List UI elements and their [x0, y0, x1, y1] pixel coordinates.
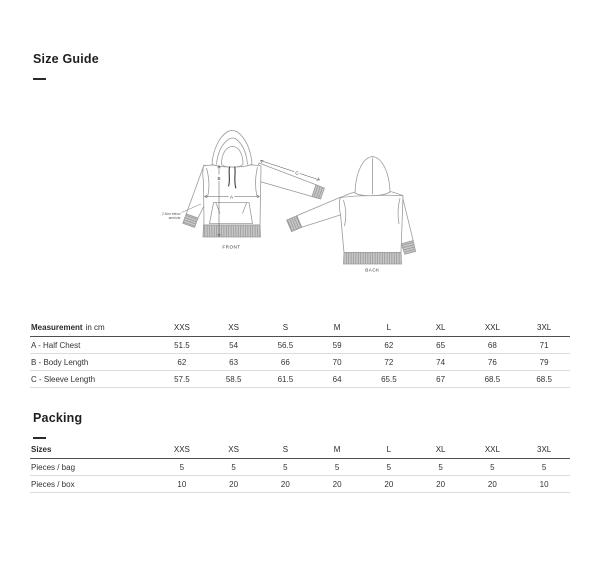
- size-col-header-xl: XL: [435, 323, 446, 332]
- packing-title: Packing: [33, 411, 83, 425]
- packing-value: 5: [334, 462, 340, 472]
- measurement-value: 65: [436, 340, 446, 350]
- packing-value: 20: [436, 479, 446, 489]
- measurement-value: 76: [487, 357, 497, 367]
- measurement-value: 59: [332, 340, 342, 350]
- measurement-value: 65.5: [381, 374, 397, 384]
- packing-value: 10: [539, 479, 549, 489]
- measurement-value: 51.5: [174, 340, 190, 350]
- measurement-table: [30, 319, 570, 388]
- packing-value: 5: [386, 462, 392, 472]
- measurement-value: 79: [539, 357, 549, 367]
- size-col-header-l: L: [386, 323, 392, 332]
- front-caption: FRONT: [222, 244, 241, 250]
- measurement-value: 71: [539, 340, 549, 350]
- packing-title-underline: [33, 437, 46, 439]
- table-row-half-chest: [30, 337, 570, 354]
- measurement-value: 62: [177, 357, 187, 367]
- size-col-header-s: S: [282, 323, 289, 332]
- measurement-value: 68.5: [536, 374, 552, 384]
- table-row-body-length: [30, 354, 570, 371]
- row-label: Pieces / bag: [31, 462, 76, 472]
- size-col-header-3xl: 3XL: [537, 445, 552, 454]
- packing-value: 5: [490, 462, 495, 472]
- table-row-pieces-box: [30, 476, 570, 493]
- measurement-value: 70: [332, 357, 342, 367]
- measurement-value: 57.5: [174, 374, 190, 384]
- row-label: Pieces / box: [31, 479, 75, 489]
- packing-value: 5: [541, 462, 547, 472]
- measurement-header-label-bold: Measurement: [31, 323, 83, 332]
- back-left-sleeve: [287, 197, 348, 235]
- annotation-text-line2: armhole: [168, 216, 181, 220]
- size-col-header-3xl: 3XL: [537, 323, 552, 332]
- size-col-header-l: L: [386, 445, 392, 454]
- size-guide-title: Size Guide: [33, 52, 99, 66]
- size-col-header-xl: XL: [435, 445, 446, 454]
- packing-header-label: Sizes: [31, 445, 52, 454]
- back-hoodie-drawing: [287, 157, 417, 265]
- packing-value: 20: [280, 479, 290, 489]
- annotation-text-line1: 2.5cm below: [161, 211, 181, 216]
- row-label: A - Half Chest: [31, 340, 81, 350]
- measurement-value: 62: [384, 340, 394, 350]
- packing-value: 20: [384, 479, 394, 489]
- dim-label-b: B: [217, 175, 221, 181]
- front-right-sleeve: [253, 163, 325, 202]
- packing-value: 5: [438, 462, 443, 472]
- measurement-header-label-unit: in cm: [85, 323, 105, 332]
- measurement-value: 74: [436, 357, 446, 367]
- size-col-header-xxl: XXL: [484, 323, 500, 332]
- back-caption: BACK: [365, 267, 380, 273]
- size-col-header-xs: XS: [228, 323, 239, 332]
- packing-value: 5: [179, 462, 185, 472]
- front-hood: [212, 131, 252, 168]
- packing-table-header-row: [30, 441, 570, 459]
- packing-value: 20: [487, 479, 497, 489]
- measurement-header-label: [30, 323, 156, 332]
- measurement-value: 72: [384, 357, 394, 367]
- size-col-header-s: S: [282, 445, 289, 454]
- table-row-pieces-bag: [30, 459, 570, 476]
- packing-value: 10: [177, 479, 187, 489]
- table-row-sleeve-length: [30, 371, 570, 388]
- size-col-header-xxl: XXL: [484, 445, 500, 454]
- packing-table: [30, 441, 570, 493]
- size-col-header-m: M: [333, 323, 341, 332]
- measurement-value: 58.5: [225, 374, 242, 384]
- measurement-value: 64: [332, 374, 342, 384]
- packing-value: 5: [283, 462, 288, 472]
- measurement-value: 68: [487, 340, 497, 350]
- size-col-header-xs: XS: [228, 445, 239, 454]
- measurement-value: 54: [229, 340, 239, 350]
- size-col-header-m: M: [333, 445, 341, 454]
- measurement-value: 66: [280, 357, 290, 367]
- packing-value: 5: [231, 462, 236, 472]
- packing-value: 20: [332, 479, 342, 489]
- back-hem-rib: [344, 253, 402, 265]
- measurement-value: 63: [229, 357, 239, 367]
- measurement-value: 68.5: [484, 374, 501, 384]
- size-col-header-xxs: XXS: [173, 323, 190, 332]
- measurement-value: 56.5: [277, 340, 294, 350]
- dim-label-c: C: [295, 170, 299, 176]
- back-body: [339, 195, 403, 252]
- size-col-header-xxs: XXS: [173, 445, 190, 454]
- measurement-table-header-row: [30, 319, 570, 337]
- row-label: B - Body Length: [31, 357, 89, 367]
- measurement-value: 67: [436, 374, 446, 384]
- packing-value: 20: [229, 479, 239, 489]
- row-label: C - Sleeve Length: [31, 374, 96, 384]
- dim-label-a: A: [229, 194, 234, 200]
- front-hem-rib: [203, 225, 261, 237]
- measurement-value: 61.5: [277, 374, 294, 384]
